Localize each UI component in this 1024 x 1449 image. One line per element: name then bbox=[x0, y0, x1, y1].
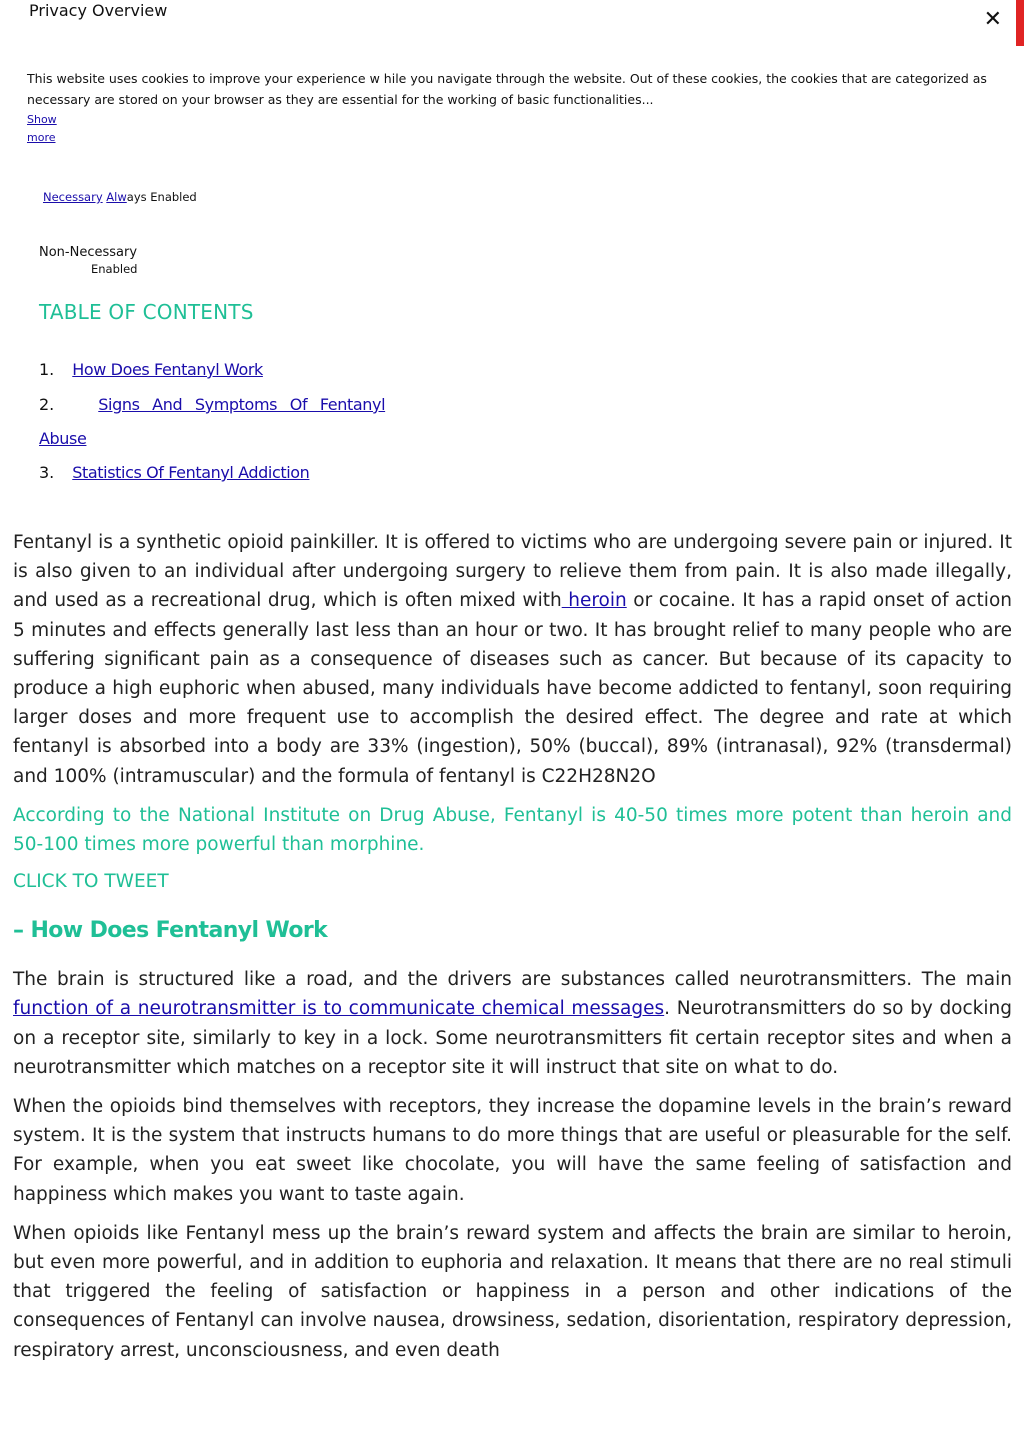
article-body bbox=[13, 528, 1012, 1375]
toc-number: 3. bbox=[39, 463, 55, 482]
toc-number: 2. bbox=[39, 395, 55, 414]
privacy-overview-title: Privacy Overview bbox=[29, 1, 168, 20]
close-tab-edge bbox=[1016, 0, 1024, 46]
neurotransmitter-function-link[interactable]: function of a neurotransmitter is to communicate chemical messages bbox=[13, 998, 665, 1020]
toc-link-statistics[interactable]: Statistics Of Fentanyl Addiction bbox=[72, 463, 310, 482]
heroin-link[interactable]: heroin bbox=[561, 590, 627, 612]
close-icon[interactable]: ✕ bbox=[983, 7, 1002, 32]
section-heading: – How Does Fentanyl Work bbox=[13, 918, 328, 944]
show-more-container bbox=[27, 111, 67, 147]
paragraph-text: The brain is structured like a road, and the drivers are substances called neurotransmitters. The main bbox=[13, 969, 1012, 991]
always-link[interactable]: Alw bbox=[106, 190, 127, 204]
toc-title: TABLE OF CONTENTS bbox=[39, 300, 254, 324]
non-necessary-status: Enabled bbox=[91, 262, 138, 276]
toc-item-continuation bbox=[39, 429, 86, 448]
toc-link-signs-symptoms-cont[interactable]: Abuse bbox=[39, 429, 87, 448]
paragraph-text: . Neurotransmitters do so by docking on a receptor site, similarly to key in a lock. Some neurotransmitters fit certain receptor sites and when a neurotransmitter which matches on a receptor site it will instruct that site on what to do. bbox=[13, 998, 1012, 1078]
necessary-link[interactable]: Necessary bbox=[43, 190, 103, 204]
show-more-link[interactable]: Show more bbox=[27, 113, 57, 144]
toc-link-how-fentanyl-works[interactable]: How Does Fentanyl Work bbox=[72, 360, 263, 379]
always-enabled-text: ays Enabled bbox=[126, 190, 197, 204]
toc-number: 1. bbox=[39, 360, 55, 379]
paragraph-intro bbox=[13, 528, 1012, 791]
toc-item bbox=[39, 360, 263, 379]
toc-item bbox=[39, 395, 385, 414]
necessary-toggle-row bbox=[43, 190, 197, 204]
non-necessary-label[interactable]: Non-Necessary bbox=[39, 245, 138, 260]
paragraph-reward-system: When the opioids bind themselves with receptors, they increase the dopamine levels in the brain’s reward system. It is the system that instructs humans to do more things that are useful or pleasurable for the self. For example, when you eat sweet like chocolate, you will have the same feeling of satisfaction and happiness which makes you want to taste again. bbox=[13, 1096, 1012, 1205]
toc-item bbox=[39, 463, 309, 482]
cookie-description: This website uses cookies to improve your experience w hile you navigate through the website. Out of these cookies, the cookies that are categorized as necessary are stored on your browser as they are essential for the working of basic functionalities... bbox=[27, 71, 987, 107]
paragraph-effects: When opioids like Fentanyl mess up the brain’s reward system and affects the brain are similar to heroin, but even more powerful, and in addition to euphoria and relaxation. It means that there are no real stimuli that triggered the feeling of satisfaction or happiness in a person and other indications of the consequences of Fentanyl can involve nausea, drowsiness, sedation, disorientation, respiratory depression, respiratory arrest, unconsciousness, and even death bbox=[13, 1222, 1012, 1361]
paragraph-text: Fentanyl is a synthetic opioid painkiller. It is offered to victims who are undergoing severe pain or injured. It is also given to an individual after undergoing surgery to relieve them from pain. It is also made illegally, and used as a recreational drug, which is often mixed with bbox=[13, 532, 1012, 612]
paragraph-neurotransmitters bbox=[13, 965, 1012, 1082]
paragraph-text: or cocaine. It has a rapid onset of action 5 minutes and effects generally last less than an hour or two. It has brought relief to many people who are suffering significant pain as a consequence of diseases such as cancer. But because of its capacity to produce a high euphoric when abused, many individuals have become addicted to fentanyl, soon requiring larger doses and more frequent use to accomplish the desired effect. The degree and rate at which fentanyl is absorbed into a body are 33% (ingestion), 50% (buccal), 89% (intranasal), 92% (transdermal) and 100% (intramuscular) and the formula of fentanyl is C22H28N2O bbox=[13, 590, 1012, 787]
toc-link-signs-symptoms[interactable]: Signs And Symptoms Of Fentanyl bbox=[98, 395, 386, 414]
highlight-quote: According to the National Institute on Drug Abuse, Fentanyl is 40-50 times more potent than heroin and 50-100 times more powerful than morphine. bbox=[13, 804, 1012, 856]
click-to-tweet-link[interactable]: CLICK TO TWEET bbox=[13, 871, 169, 893]
